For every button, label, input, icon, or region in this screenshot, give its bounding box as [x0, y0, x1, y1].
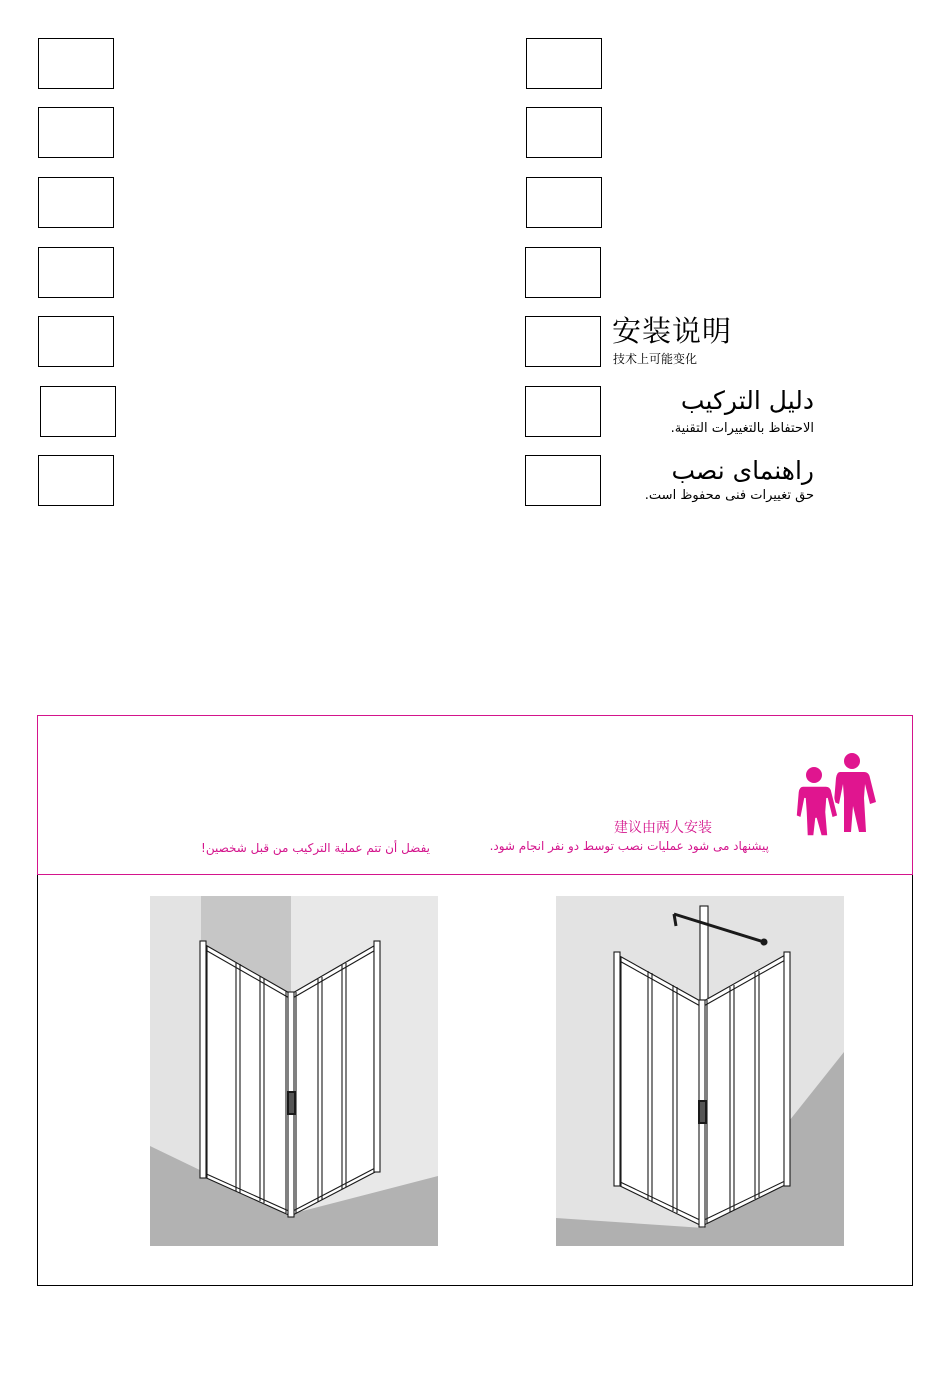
language-box-right-1 [526, 38, 602, 89]
corner-entry-shower-with-stabilizer-bar [556, 896, 844, 1246]
language-box-left-2 [38, 107, 114, 158]
language-box-left-1 [38, 38, 114, 89]
language-box-left-3 [38, 177, 114, 228]
language-box-right-2 [526, 107, 602, 158]
language-box-left-6 [40, 386, 116, 437]
title-persian: راهنمای نصب [671, 456, 814, 485]
subtitle-persian: حق تغییرات فنی محفوظ است. [644, 488, 814, 503]
notice-chinese: 建议由两人安装 [614, 820, 712, 836]
notice-persian: پیشنهاد می شود عملیات نصب توسط دو نفر انجام شود. [489, 839, 769, 853]
language-box-right-fa [525, 455, 601, 506]
language-box-left-4 [38, 247, 114, 298]
subtitle-chinese: 技术上可能变化 [613, 352, 698, 366]
title-arabic: دليل التركيب [680, 386, 814, 415]
corner-entry-shower-enclosure [150, 896, 438, 1246]
language-box-right-ar [525, 386, 601, 437]
two-person-notice-box [37, 715, 913, 875]
two-persons-icon [796, 752, 880, 840]
language-box-right-4 [525, 247, 601, 298]
title-chinese: 安装说明 [612, 314, 733, 348]
language-box-right-zh [525, 316, 601, 367]
language-box-left-5 [38, 316, 114, 367]
subtitle-arabic: الاحتفاظ بالتغييرات التقنية. [670, 421, 814, 436]
language-box-right-3 [526, 177, 602, 228]
language-box-left-7 [38, 455, 114, 506]
notice-arabic: يفضل أن تتم عملية التركيب من قبل شخصين! [201, 841, 430, 855]
